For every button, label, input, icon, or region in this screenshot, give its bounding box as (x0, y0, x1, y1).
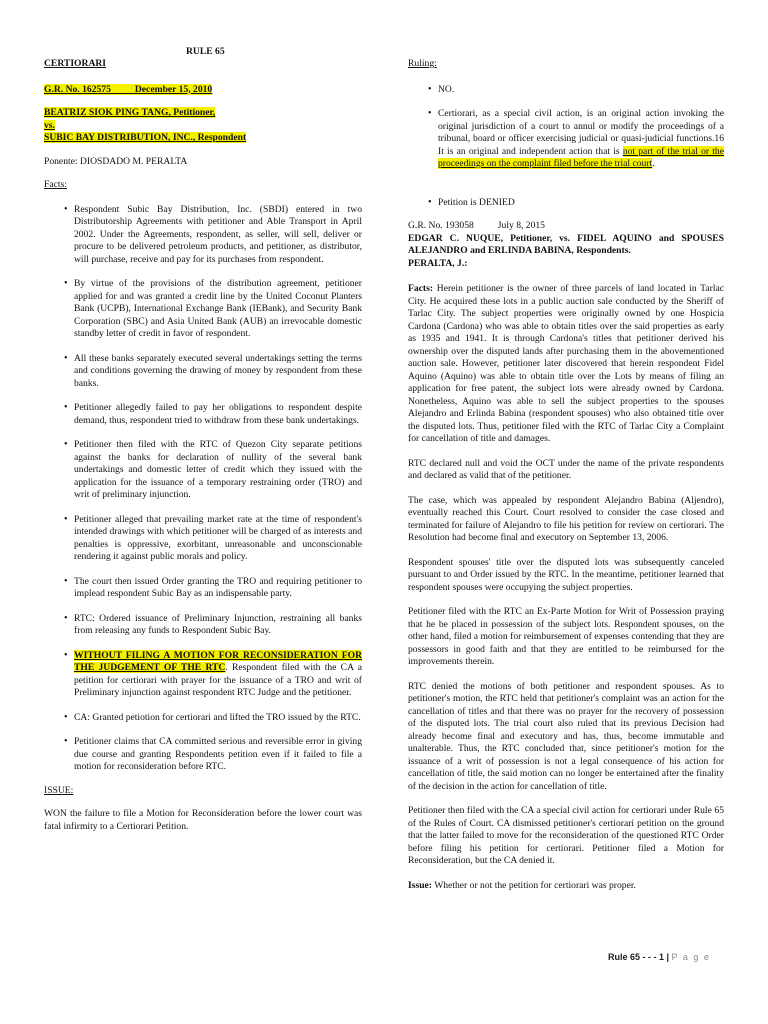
list-item: • Petitioner then filed with the RTC of Quezon City separate petitions against the banks for declaration of nullity of the several bank undertakings and domestic letter of credit which they issued with the application for the issuance of a temporary restraining order (TRO) and writ of preliminary injunction. (44, 439, 362, 502)
case2-ponente: PERALTA, J.: (408, 257, 468, 269)
footer-page-word: P a g e (671, 952, 711, 962)
list-item: • Petitioner claims that CA committed serious and reversible error in giving due course and granting Respondents petition even if it failed to file a motion for reconsideration before RTC. (44, 736, 362, 774)
right-column (408, 44, 724, 892)
ponente: Ponente: DIOSDADO M. PERALTA (44, 155, 188, 167)
gr-line: G.R. No. 162575 December 15, 2010 (44, 83, 213, 95)
case-title: CERTIORARI (44, 58, 107, 69)
case2-facts: Facts: Herein petitioner is the owner of three parcels of land located in Tarlac City. He acquired these lots in a public auction sale conducted by the Sheriff of Tarlac City. The subject properties were originally owned by one Hospicia Cardona (Cardona) who was able to obtain titles over the said properties as early as 1935 and 1941. It is through Cardona's titles that petitioner derived his ownership over the disputed lands after purchasing them in the abovementioned auction sale. However, petitioner later discovered that herein respondent Fidel Aquino (Aquino) was able to obtain title over the Lots by means of filing an application for free patent, the subject lots were already owned by Cardona. Nonetheless, Aquino was able to sell the subject properties to the spouses Alejandro and Erlinda Babina (respondent spouses) who also obtained title over the disputed lots. Thus, petitioner filed with the RTC of Tarlac City a Complaint for cancellation of title and damages. (408, 283, 724, 444)
list-item: • WITHOUT FILING A MOTION FOR RECONSIDERATION FOR THE JUDGEMENT OF THE RTC. Respondent filed with the CA a petition for certiorari with prayer for the issuance of a TRO and writ of Preliminary injunction against respondent RTC Judge and the petitioner. (44, 650, 362, 700)
issue-text: WON the failure to file a Motion for Reconsideration before the lower court was fatal infirmity to a Certiorari Petition. (44, 808, 362, 832)
list-item: • Petitioner alleged that prevailing market rate at the time of respondent's intended drawings with which petitioner will be charged of as interests and penalties is oppressive, exorbitant, unreasonable and unconscionable rendering it against public morals and policy. (44, 514, 362, 564)
versus: vs. (44, 119, 55, 131)
gr-number (44, 84, 362, 97)
list-item: • The court then issued Order granting the TRO and requiring petitioner to implead respondent Subic Bay as an indispensable party. (44, 576, 362, 601)
list-item: • NO. (408, 84, 724, 97)
list-item: • Certiorari, as a special civil action, is an original action invoking the original jurisdiction of a court to annul or modify the proceedings of a tribunal, board or officer exercising judicial or quasi-judicial functions.16 It is an original and independent action that is not part of the trial or the proceedings on the complaint filed before the trial court. (408, 108, 724, 171)
list-item: • CA: Granted petiotion for certiorari and lifted the TRO issued by the RTC. (44, 712, 362, 725)
list-item: • Petition is DENIED (408, 197, 724, 210)
paragraph: RTC declared null and void the OCT under the name of the private respondents and declared as valid that of the petitioner. (408, 457, 724, 481)
highlight-not-part-of-trial: not part of the trial or the proceedings on the complaint filed before the trial court (438, 145, 724, 169)
list-item: • RTC: Ordered issuance of Preliminary Injunction, restraining all banks from releasing any funds to Respondent Subic Bay. (44, 613, 362, 638)
list-item: • Petitioner allegedly failed to pay her obligations to respondent despite demand, thus, respondent tried to withdraw from these bank undertakings. (44, 402, 362, 427)
page-footer (608, 952, 710, 962)
case2-issue: Issue: Whether or not the petition for certiorari was proper. (408, 879, 636, 891)
left-column (44, 44, 362, 833)
highlight-no-mr: WITHOUT FILING A MOTION FOR RECONSIDERATION FOR THE JUDGEMENT OF THE RTC (74, 649, 362, 673)
case2-gr: G.R. No. 193058 July 8, 2015 (408, 220, 545, 231)
facts-heading: Facts: (44, 179, 67, 190)
paragraph: RTC denied the motions of both petitioner and respondent spouses. As to petitioner's motion, the RTC held that petitioner's complaint was an action for the cancellation of titles and that there was no prayer for the recovery of possession of the disputed lots. The trial court also ruled that its previous Decision had already become final and executory and has, thus, become immutable and unalterable. Thus, the RTC concluded that, since petitioner's motion for the issuance of a writ of possession is not a legal consequence of his action for cancellation of title, the said motion can no longer be entertained after the finality of the decision in the action for cancellation of title. (408, 680, 724, 792)
issue-heading: ISSUE: (44, 784, 74, 796)
paragraph: Petitioner then filed with the CA a special civil action for certiorari under Rule 65 of the Rules of Court. CA dismissed petitioner's certiorari petition on the ground that the latter failed to move for the reconsideration of the questioned RTC Order before filing his petition for certiorari. Petitioner filed a Motion for Reconsideration, but the CA denied it. (408, 805, 724, 866)
list-item: • By virtue of the provisions of the distribution agreement, petitioner applied for and was granted a credit line by the United Coconut Planters Bank (UCPB), International Exchange Bank (IEBank), and Security Bank Corporation (SBC) and Asia United Bank (AUB) an irrevocable domestic standby letter of credit in favor of respondent. (44, 278, 362, 341)
paragraph: Petitioner filed with the RTC an Ex-Parte Motion for Writ of Possession praying that he be placed in possession of the subject lots. Respondent spouses, on the other hand, filed a motion for reimbursement of expenses contending that they are possessors in good faith and that they are entitled to be reimbursed for the improvements therein. (408, 606, 724, 667)
ruling-list (408, 84, 724, 210)
list-item: • All these banks separately executed several undertakings setting the terms and conditions governing the drawing of money by respondent from these banks. (44, 353, 362, 391)
list-item: • Respondent Subic Bay Distribution, Inc. (SBDI) entered in two Distributorship Agreements with petitioner and Able Transport in April 2002. Under the Agreements, respondent, as seller, will sell, deliver or procure to be delivered petroleum products, and petitioner, as distributor, will purchase, receive and pay for its purchases from respondent. (44, 204, 362, 267)
facts-list (44, 204, 362, 774)
case2-parties: EDGAR C. NUQUE, Petitioner, vs. FIDEL AQUINO and SPOUSES ALEJANDRO and ERLINDA BABINA, Respondents. (408, 232, 724, 256)
party-petitioner: BEATRIZ SIOK PING TANG, Petitioner, (44, 107, 216, 118)
paragraph: The case, which was appealed by respondent Alejandro Babina (Aljendro), eventually reached this Court. Court resolved to consider the case closed and terminated for failure of Alejandro to file his petition for review on certiorari. The Resolution had become final and executory on September 13, 2006. (408, 494, 724, 543)
ruling-heading: Ruling: (408, 58, 437, 69)
party-respondent: SUBIC BAY DISTRIBUTION, INC., Respondent (44, 132, 247, 143)
footer-page-number: Rule 65 - - - 1 | (608, 952, 672, 962)
paragraph: Respondent spouses' title over the disputed lots was subsequently canceled pursuant to and Order issued by the RTC. In the meantime, petitioner learned that respondent spouses were occupying the subject properties. (408, 556, 724, 593)
rule-heading: RULE 65 (186, 46, 225, 57)
